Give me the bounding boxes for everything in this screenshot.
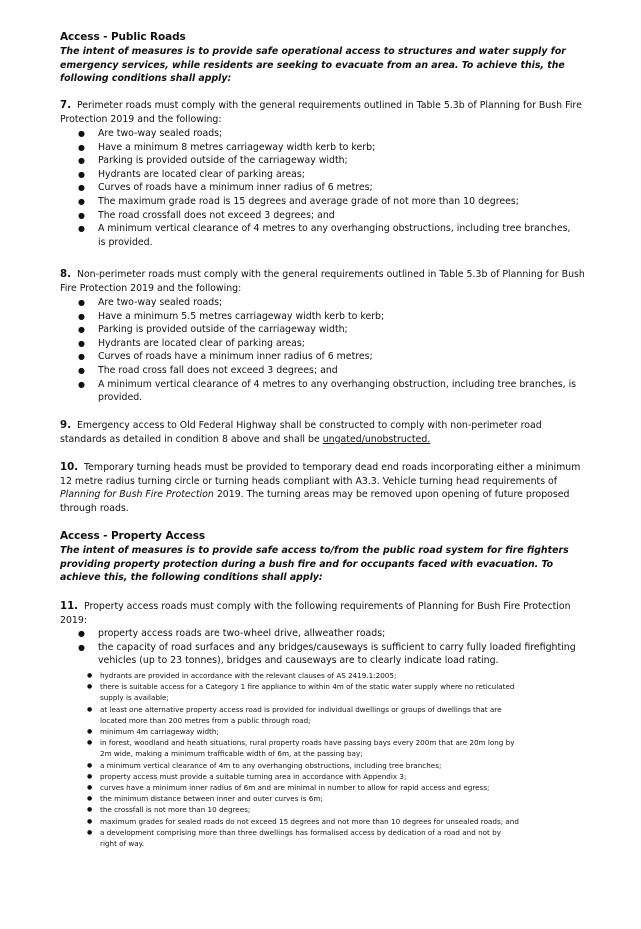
condition-text: Emergency access to Old Federal Highway shall be constructed to comply with non-perimeter road standards as detailed in condition 8 above and shall be [60, 420, 542, 445]
list-item: ● Hydrants are located clear of parking areas; [60, 337, 580, 351]
list-item: ● there is suitable access for a Category 1 fire appliance to within 4m of the static water supply where no reticulated supply is available; [60, 681, 520, 703]
list-item: ● property access roads are two-wheel drive, allweather roads; [60, 627, 580, 641]
list-item: ● the minimum distance between inner and outer curves is 6m; [60, 793, 520, 804]
condition-text: Non-perimeter roads must comply with the general requirements outlined in Table 5.3b of Planning for Bush Fire Protection 2019 and the following: [60, 269, 585, 294]
list-item: ● The maximum grade road is 15 degrees and average grade of not more than 10 degrees; [60, 195, 580, 209]
condition-text-continued: 2019. The turning areas may be removed upon opening of future proposed through roads. [60, 489, 570, 514]
list-item: ● the crossfall is not more than 10 degrees; [60, 804, 520, 815]
condition-7-list [60, 127, 580, 249]
condition-11 [60, 600, 590, 627]
list-item: ● Are two-way sealed roads; [60, 127, 580, 141]
condition-text: Property access roads must comply with the following requirements of Planning for Bush Fire Protection 2019: [60, 601, 571, 626]
condition-number: 9. [60, 420, 71, 431]
section-heading-property-access: Access - Property Access [60, 530, 206, 542]
list-item: ● The road cross fall does not exceed 3 degrees; and [60, 364, 580, 378]
list-item: ● The road crossfall does not exceed 3 degrees; and [60, 209, 580, 223]
section-heading-public-roads: Access - Public Roads [60, 31, 186, 43]
list-item: ● Hydrants are located clear of parking areas; [60, 168, 580, 182]
condition-11-list [60, 627, 580, 668]
condition-8-list [60, 296, 580, 405]
list-item: ● A minimum vertical clearance of 4 metres to any overhanging obstruction, including tree branches, is provided. [60, 378, 580, 405]
list-item: ● Are two-way sealed roads; [60, 296, 580, 310]
list-item: ● curves have a minimum inner radius of 6m and are minimal in number to allow for rapid access and egress; [60, 782, 520, 793]
condition-8 [60, 268, 590, 295]
condition-text: Temporary turning heads must be provided to temporary dead end roads incorporating either a minimum 12 metre radius turning circle or turning heads compliant with A3.3. Vehicle turning head requirements of [60, 462, 581, 487]
list-item: ● a minimum vertical clearance of 4m to any overhanging obstructions, including tree branches; [60, 760, 520, 771]
condition-number: 10. [60, 462, 79, 473]
list-item: ● minimum 4m carriageway width; [60, 726, 520, 737]
list-item: ● maximum grades for sealed roads do not exceed 15 degrees and not more than 10 degrees for unsealed roads; and [60, 816, 520, 827]
list-item: ● a development comprising more than three dwellings has formalised access by dedication of a road and not by right of way. [60, 827, 520, 849]
list-item: ● Parking is provided outside of the carriageway width; [60, 154, 580, 168]
intent-statement-public-roads: The intent of measures is to provide safe operational access to structures and water supply for emergency services, while residents are seeking to evacuate from an area. To achieve this, the following conditions shall apply: [60, 46, 566, 85]
list-item: ● Have a minimum 5.5 metres carriageway width kerb to kerb; [60, 310, 580, 324]
list-item: ● Have a minimum 8 metres carriageway width kerb to kerb; [60, 141, 580, 155]
condition-text: Perimeter roads must comply with the general requirements outlined in Table 5.3b of Planning for Bush Fire Protection 2019 and the following: [60, 100, 582, 125]
list-item: ● A minimum vertical clearance of 4 metres to any overhanging obstructions, including tree branches, is provided. [60, 222, 580, 249]
list-item: ● hydrants are provided in accordance with the relevant clauses of AS 2419.1:2005; [60, 670, 520, 681]
condition-11-embedded-list [60, 670, 520, 849]
condition-9 [60, 419, 590, 446]
list-item: ● the capacity of road surfaces and any bridges/causeways is sufficient to carry fully loaded firefighting vehicles (up to 23 tonnes), bridges and causeways are to clearly indicate load rating. [60, 641, 580, 668]
list-item: ● property access must provide a suitable turning area in accordance with Appendix 3; [60, 771, 520, 782]
condition-number: 8. [60, 269, 71, 280]
intent-statement-property-access: The intent of measures is to provide safe access to/from the public road system for fire fighters providing property protection during a bush fire and for occupants faced with evacuation. To achieve this, the following conditions shall apply: [60, 545, 569, 584]
underlined-text: ungated/unobstructed. [322, 433, 431, 445]
list-item: ● at least one alternative property access road is provided for individual dwellings or groups of dwellings that are located more than 200 metres from a public through road; [60, 704, 520, 726]
condition-number: 7. [60, 100, 71, 111]
italic-title: Planning for Bush Fire Protection [60, 489, 214, 501]
list-item: ● in forest, woodland and heath situations, rural property roads have passing bays every 200m that are 20m long by 2m wide, making a minimum trafficable width of 6m, at the passing bay; [60, 737, 520, 759]
list-item: ● Parking is provided outside of the carriageway width; [60, 323, 580, 337]
condition-7 [60, 99, 590, 126]
list-item: ● Curves of roads have a minimum inner radius of 6 metres; [60, 350, 580, 364]
condition-number: 11. [60, 601, 79, 612]
list-item: ● Curves of roads have a minimum inner radius of 6 metres; [60, 181, 580, 195]
condition-10 [60, 461, 590, 515]
